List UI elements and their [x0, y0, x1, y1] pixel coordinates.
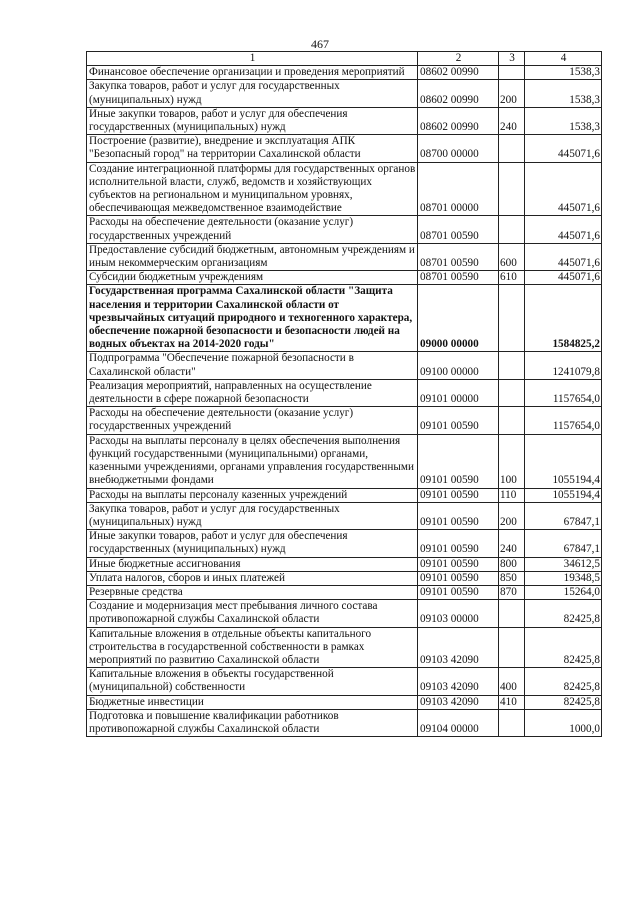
row-expense-type [499, 709, 525, 736]
row-name: Резервные средства [87, 585, 418, 599]
row-name: Капитальные вложения в объекты государственной (муниципальной) собственности [87, 668, 418, 695]
table-row [87, 285, 602, 352]
row-code: 09101 00590 [418, 502, 499, 529]
row-code: 09104 00000 [418, 709, 499, 736]
row-code: 09101 00590 [418, 585, 499, 599]
row-code: 08701 00590 [418, 216, 499, 243]
table-row [87, 352, 602, 379]
row-expense-type: 200 [499, 80, 525, 107]
row-sum: 1538,3 [525, 80, 602, 107]
row-expense-type: 400 [499, 668, 525, 695]
table-row [87, 66, 602, 80]
row-name: Расходы на выплаты персоналу в целях обеспечения выполнения функций государственными (муниципальными) органами, казенными учреждениями, органами управления государственными внебюджетными фондами [87, 434, 418, 488]
table-row [87, 709, 602, 736]
table-row [87, 488, 602, 502]
row-expense-type [499, 135, 525, 162]
table-row [87, 162, 602, 216]
row-code: 09000 00000 [418, 285, 499, 352]
row-expense-type: 600 [499, 243, 525, 270]
column-header-code: 2 [418, 52, 499, 66]
row-sum: 1157654,0 [525, 379, 602, 406]
row-sum: 1538,3 [525, 66, 602, 80]
table-row [87, 216, 602, 243]
row-name: Создание интеграционной платформы для государственных органов исполнительной власти, служб, ведомств и хозяйствующих субъектов на региональном и муниципальном уровнях, обеспечивающая межведомственное взаимодействие [87, 162, 418, 216]
row-expense-type [499, 66, 525, 80]
row-sum: 445071,6 [525, 243, 602, 270]
row-code: 09103 00000 [418, 600, 499, 627]
row-code: 09103 42090 [418, 627, 499, 668]
row-code: 08602 00990 [418, 66, 499, 80]
column-header-expense-type: 3 [499, 52, 525, 66]
row-sum: 1055194,4 [525, 488, 602, 502]
table-row [87, 107, 602, 134]
row-sum: 15264,0 [525, 585, 602, 599]
row-expense-type: 240 [499, 107, 525, 134]
row-code: 09101 00590 [418, 434, 499, 488]
row-expense-type: 240 [499, 530, 525, 557]
row-sum: 19348,5 [525, 571, 602, 585]
row-sum: 82425,8 [525, 627, 602, 668]
row-name: Закупка товаров, работ и услуг для государственных (муниципальных) нужд [87, 80, 418, 107]
row-expense-type: 610 [499, 271, 525, 285]
row-name: Капитальные вложения в отдельные объекты капитального строительства в государственной собственности в рамках мероприятий по развитию Сахалинской области [87, 627, 418, 668]
table-row [87, 600, 602, 627]
row-sum: 1055194,4 [525, 434, 602, 488]
row-sum: 445071,6 [525, 271, 602, 285]
row-sum: 1000,0 [525, 709, 602, 736]
row-name: Подпрограмма "Обеспечение пожарной безопасности в Сахалинской области" [87, 352, 418, 379]
table-row [87, 434, 602, 488]
budget-table [86, 51, 602, 737]
table-row [87, 585, 602, 599]
column-header-sum: 4 [525, 52, 602, 66]
row-name: Построение (развитие), внедрение и эксплуатация АПК "Безопасный город" на территории Сахалинской области [87, 135, 418, 162]
table-row [87, 502, 602, 529]
row-code: 08602 00990 [418, 80, 499, 107]
row-code: 08701 00590 [418, 243, 499, 270]
row-name: Расходы на выплаты персоналу казенных учреждений [87, 488, 418, 502]
row-name: Реализация мероприятий, направленных на осуществление деятельности в сфере пожарной безопасности [87, 379, 418, 406]
row-name: Закупка товаров, работ и услуг для государственных (муниципальных) нужд [87, 502, 418, 529]
row-sum: 445071,6 [525, 162, 602, 216]
row-code: 09103 42090 [418, 695, 499, 709]
row-sum: 34612,5 [525, 557, 602, 571]
row-name: Создание и модернизация мест пребывания личного состава противопожарной службы Сахалинской области [87, 600, 418, 627]
row-name: Расходы на обеспечение деятельности (оказание услуг) государственных учреждений [87, 407, 418, 434]
row-expense-type [499, 285, 525, 352]
row-name: Государственная программа Сахалинской области "Защита населения и территории Сахалинской области от чрезвычайных ситуаций природного и техногенного характера, обеспечение пожарной безопасности и безопасности людей на водных объектах на 2014-2020 годы" [87, 285, 418, 352]
row-expense-type [499, 216, 525, 243]
row-sum: 67847,1 [525, 502, 602, 529]
table-row [87, 668, 602, 695]
row-expense-type [499, 162, 525, 216]
row-sum: 1584825,2 [525, 285, 602, 352]
row-expense-type [499, 627, 525, 668]
row-code: 09103 42090 [418, 668, 499, 695]
row-sum: 445071,6 [525, 216, 602, 243]
row-expense-type [499, 600, 525, 627]
row-expense-type [499, 352, 525, 379]
table-row [87, 530, 602, 557]
row-code: 09101 00000 [418, 379, 499, 406]
row-name: Субсидии бюджетным учреждениям [87, 271, 418, 285]
table-row [87, 243, 602, 270]
row-code: 09100 00000 [418, 352, 499, 379]
row-expense-type [499, 407, 525, 434]
row-name: Предоставление субсидий бюджетным, автономным учреждениям и иным некоммерческим организациям [87, 243, 418, 270]
row-expense-type: 200 [499, 502, 525, 529]
row-expense-type [499, 379, 525, 406]
row-code: 08701 00590 [418, 271, 499, 285]
row-code: 09101 00590 [418, 407, 499, 434]
row-code: 08602 00990 [418, 107, 499, 134]
budget-table-body [87, 52, 602, 737]
table-row [87, 571, 602, 585]
table-row [87, 407, 602, 434]
column-header-name: 1 [87, 52, 418, 66]
row-name: Расходы на обеспечение деятельности (оказание услуг) государственных учреждений [87, 216, 418, 243]
row-expense-type: 850 [499, 571, 525, 585]
row-sum: 1241079,8 [525, 352, 602, 379]
row-code: 08700 00000 [418, 135, 499, 162]
table-row [87, 627, 602, 668]
table-row [87, 379, 602, 406]
row-name: Уплата налогов, сборов и иных платежей [87, 571, 418, 585]
row-sum: 67847,1 [525, 530, 602, 557]
row-sum: 445071,6 [525, 135, 602, 162]
table-row [87, 80, 602, 107]
row-name: Подготовка и повышение квалификации работников противопожарной службы Сахалинской области [87, 709, 418, 736]
table-row [87, 695, 602, 709]
table-header-row [87, 52, 602, 66]
row-name: Иные закупки товаров, работ и услуг для обеспечения государственных (муниципальных) нужд [87, 530, 418, 557]
row-sum: 82425,8 [525, 600, 602, 627]
row-expense-type: 410 [499, 695, 525, 709]
page-number: 467 [311, 37, 329, 51]
row-code: 09101 00590 [418, 530, 499, 557]
row-expense-type: 100 [499, 434, 525, 488]
row-sum: 1157654,0 [525, 407, 602, 434]
row-sum: 82425,8 [525, 668, 602, 695]
table-row [87, 135, 602, 162]
row-expense-type: 800 [499, 557, 525, 571]
table-row [87, 557, 602, 571]
row-name: Бюджетные инвестиции [87, 695, 418, 709]
row-expense-type: 870 [499, 585, 525, 599]
row-code: 09101 00590 [418, 571, 499, 585]
row-code: 09101 00590 [418, 488, 499, 502]
row-name: Иные бюджетные ассигнования [87, 557, 418, 571]
row-sum: 1538,3 [525, 107, 602, 134]
row-name: Иные закупки товаров, работ и услуг для обеспечения государственных (муниципальных) нужд [87, 107, 418, 134]
row-code: 09101 00590 [418, 557, 499, 571]
row-name: Финансовое обеспечение организации и проведения мероприятий [87, 66, 418, 80]
row-code: 08701 00000 [418, 162, 499, 216]
row-sum: 82425,8 [525, 695, 602, 709]
row-expense-type: 110 [499, 488, 525, 502]
table-row [87, 271, 602, 285]
